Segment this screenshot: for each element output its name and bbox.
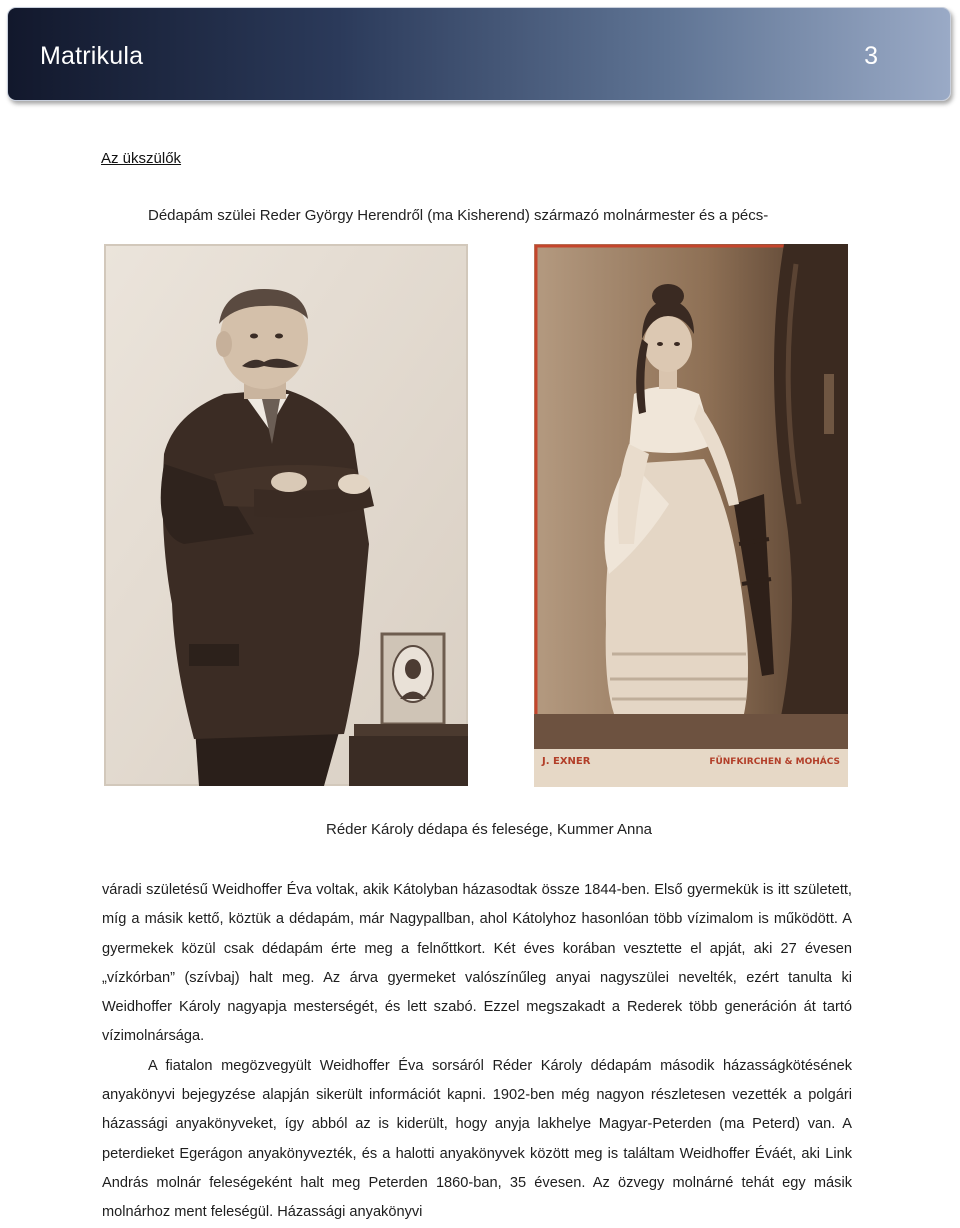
page-header — [7, 7, 951, 101]
photo-kummer-anna — [534, 244, 848, 787]
paragraph-2: A fiatalon megözvegyült Weidhoffer Éva sorsáról Réder Károly dédapám második házasságkötésének anyakönyvi bejegyzése alapján sikerült információt kapni. 1902-ben még nagyon részletesen vezették a polgári házassági anyakönyveket, így abból az is kiderült, hogy anyja lakhelye Magyar-Peterden (ma Peterd) van. A peterdieket Egerágon anyakönyvezték, és a halotti anyakönyvek között meg is találtam Weidhoffer Éváét, aki Link András molnár feleségeként halt meg Peterden 1860-ban, 35 évesen. Az özvegy molnárné tehát egy másik molnárhoz ment feleségül. Házassági anyakönyvi — [102, 1057, 852, 1221]
photo-reder-karoly-image — [104, 244, 468, 786]
header-title: Matrikula — [40, 42, 144, 70]
photo-caption: Réder Károly dédapa és felesége, Kummer Anna — [325, 821, 653, 838]
intro-line: Dédapám szülei Reder György Herendről (ma Kisherend) származó molnármester és a pécs- — [148, 207, 769, 224]
section-heading: Az ükszülők — [101, 150, 182, 167]
photo-kummer-anna-image — [534, 244, 848, 787]
page-number: 3 — [864, 42, 878, 70]
studio-mark-right: FÜNFKIRCHEN & MOHÁCS — [709, 757, 840, 767]
paragraph-1: váradi születésű Weidhoffer Éva voltak, akik Kátolyban házasodtak össze 1844-ben. Első gyermekük is itt született, míg a másik kettő, köztük a dédapám, már Nagypallban, ahol Kátolyhoz hasonlóan több vízimalom is működött. A gyermekek közül csak dédapám érte meg a felnőttkort. Két éves korában vesztette el apját, aki 27 évesen „vízkórban” (szívbaj) halt meg. Az árva gyermeket valószínűleg anyai nagyszülei nevelték, ezért tanulta ki Weidhoffer Károly nagyapja mesterségét, és lett szabó. Ezzel megszakadt a Rederek több generáción át tartó vízimolnársága. — [102, 882, 852, 1045]
studio-mark-left: J. EXNER — [542, 756, 591, 767]
body-text — [102, 876, 852, 1228]
photo-reder-karoly — [104, 244, 468, 786]
